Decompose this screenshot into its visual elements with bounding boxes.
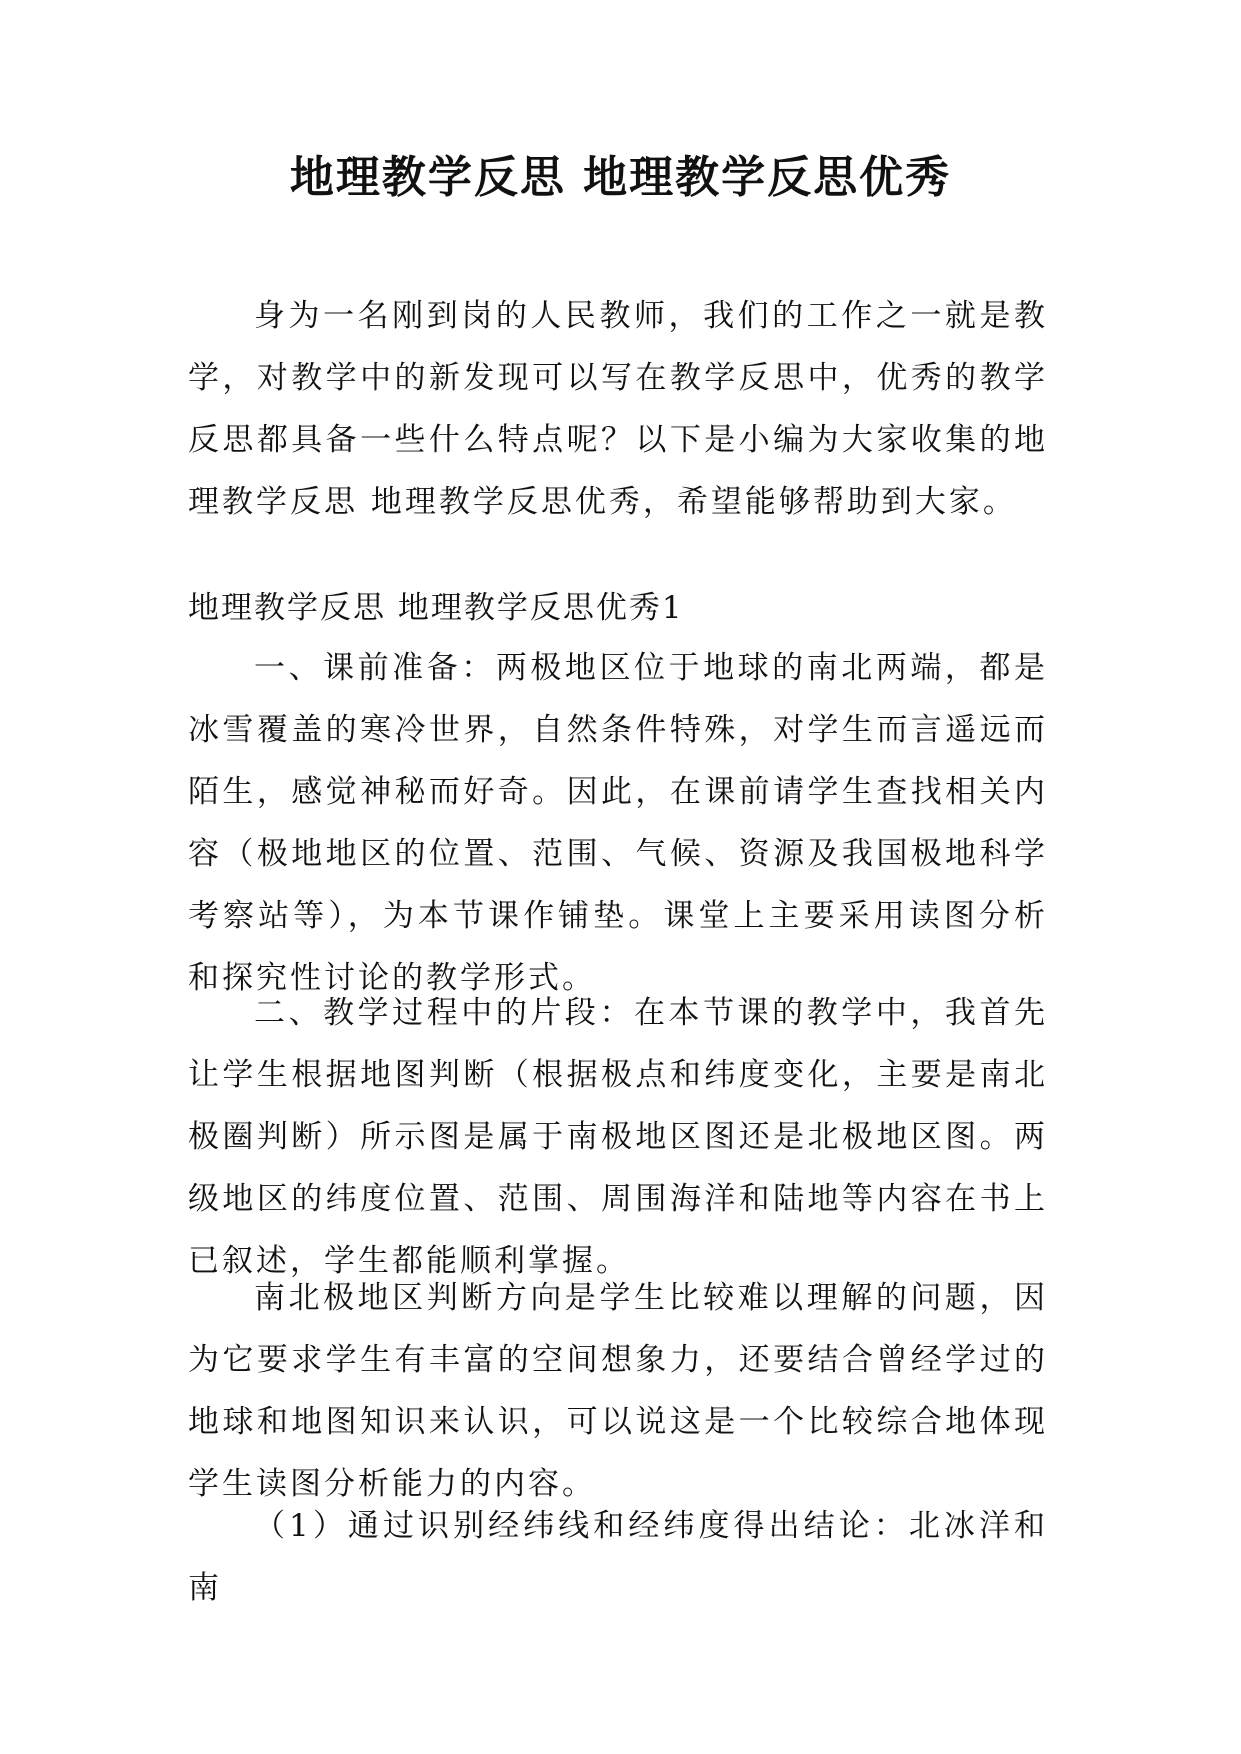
document-title: 地理教学反思 地理教学反思优秀 <box>289 152 952 203</box>
section-heading: 地理教学反思 地理教学反思优秀1 <box>188 590 684 626</box>
intro-paragraph: 身为一名刚到岗的人民教师，我们的工作之一就是教学，对教学中的新发现可以写在教学反思中，优秀的教学反思都具备一些什么特点呢？以下是小编为大家收集的地理教学反思 地理教学反思优秀，希望能够帮助到大家。 <box>188 298 1048 520</box>
paragraph-item-1: （1）通过识别经纬线和经纬度得出结论：北冰洋和南 <box>188 1508 1048 1606</box>
paragraph-direction-judgement: 南北极地区判断方向是学生比较难以理解的问题，因为它要求学生有丰富的空间想象力，还要结合曾经学过的地球和地图知识来认识，可以说这是一个比较综合地体现学生读图分析能力的内容。 <box>188 1280 1048 1502</box>
paragraph-teaching-process: 二、教学过程中的片段：在本节课的教学中，我首先让学生根据地图判断（根据极点和纬度变化，主要是南北极圈判断）所示图是属于南极地区图还是北极地区图。两级地区的纬度位置、范围、周围海洋和陆地等内容在书上已叙述，学生都能顺利掌握。 <box>188 995 1048 1279</box>
paragraph-preparation: 一、课前准备：两极地区位于地球的南北两端，都是冰雪覆盖的寒冷世界，自然条件特殊，对学生而言遥远而陌生，感觉神秘而好奇。因此，在课前请学生查找相关内容（极地地区的位置、范围、气候、资源及我国极地科学考察站等），为本节课作铺垫。课堂上主要采用读图分析和探究性讨论的教学形式。 <box>188 650 1048 996</box>
